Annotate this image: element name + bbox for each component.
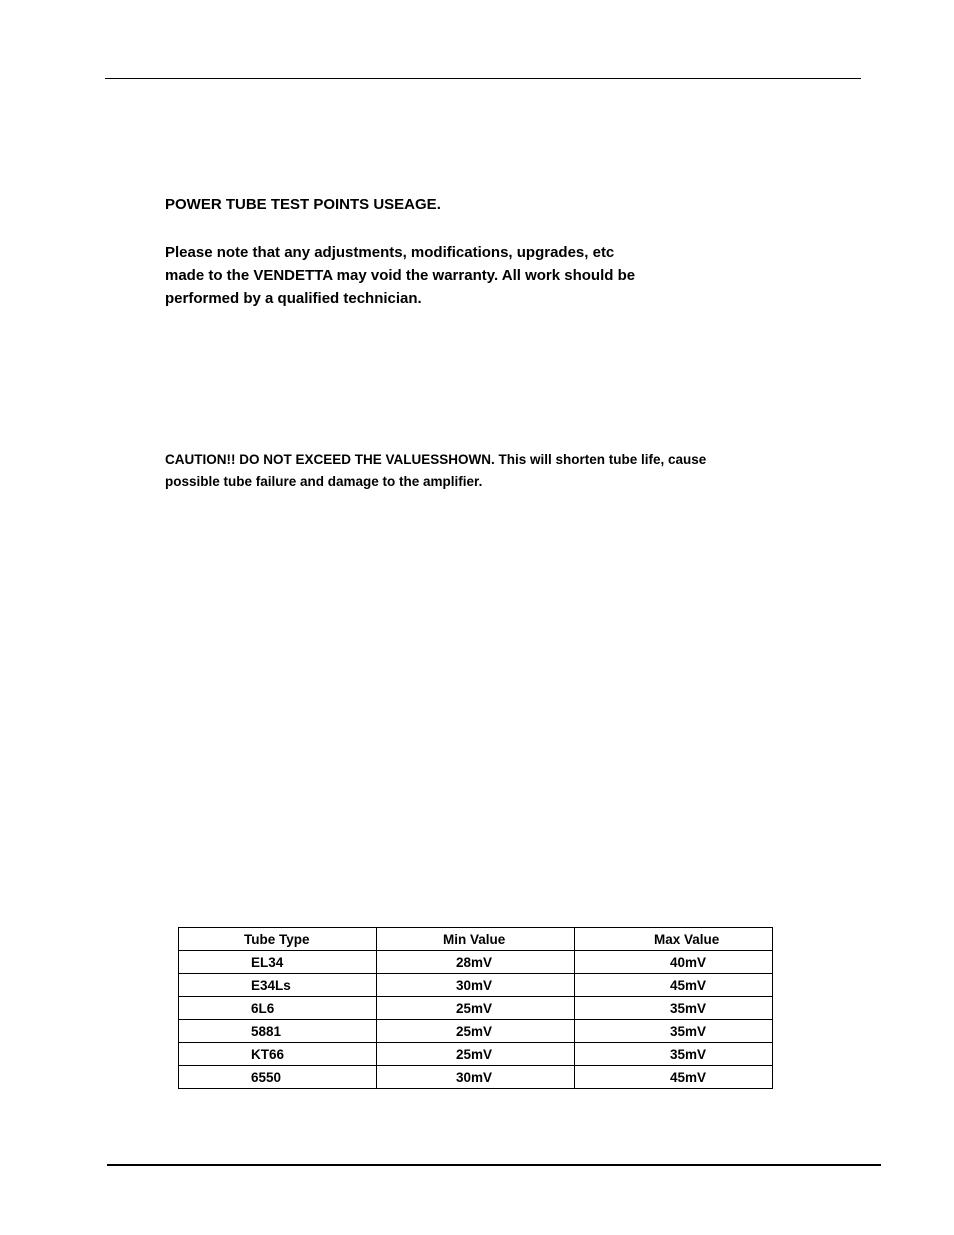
tube-type-cell: E34Ls (179, 974, 377, 997)
caution-line: CAUTION!! DO NOT EXCEED THE VALUESSHOWN. This will shorten tube life, cause (165, 452, 707, 467)
table-row (179, 951, 773, 974)
max-value-cell: 45mV (575, 974, 773, 997)
min-value-cell: 25mV (377, 1020, 575, 1043)
min-value-cell: 25mV (377, 1043, 575, 1066)
section-heading: POWER TUBE TEST POINTS USEAGE. (165, 196, 441, 213)
min-value-cell: 30mV (377, 974, 575, 997)
column-header-tube-type: Tube Type (179, 928, 377, 951)
tube-type-cell: 6L6 (179, 997, 377, 1020)
table-row (179, 1066, 773, 1089)
warranty-notice (165, 241, 635, 310)
caution-notice (165, 449, 706, 493)
max-value-cell: 35mV (575, 997, 773, 1020)
footer-rule (107, 1164, 881, 1166)
header-rule (105, 78, 861, 79)
min-value-cell: 30mV (377, 1066, 575, 1089)
caution-line: possible tube failure and damage to the amplifier. (165, 474, 483, 489)
table-row (179, 1043, 773, 1066)
min-value-cell: 28mV (377, 951, 575, 974)
tube-type-cell: EL34 (179, 951, 377, 974)
column-header-max-value: Max Value (575, 928, 773, 951)
tube-type-cell: 6550 (179, 1066, 377, 1089)
table-row (179, 1020, 773, 1043)
min-value-cell: 25mV (377, 997, 575, 1020)
table-row (179, 974, 773, 997)
notice-line: Please note that any adjustments, modifications, upgrades, etc (165, 244, 615, 261)
table-header-row (179, 928, 773, 951)
max-value-cell: 35mV (575, 1020, 773, 1043)
max-value-cell: 35mV (575, 1043, 773, 1066)
tube-type-cell: KT66 (179, 1043, 377, 1066)
notice-line: performed by a qualified technician. (165, 290, 422, 307)
notice-line: made to the VENDETTA may void the warranty. All work should be (165, 267, 636, 284)
tube-values-table (178, 927, 773, 1089)
max-value-cell: 45mV (575, 1066, 773, 1089)
table-row (179, 997, 773, 1020)
column-header-min-value: Min Value (377, 928, 575, 951)
tube-type-cell: 5881 (179, 1020, 377, 1043)
max-value-cell: 40mV (575, 951, 773, 974)
